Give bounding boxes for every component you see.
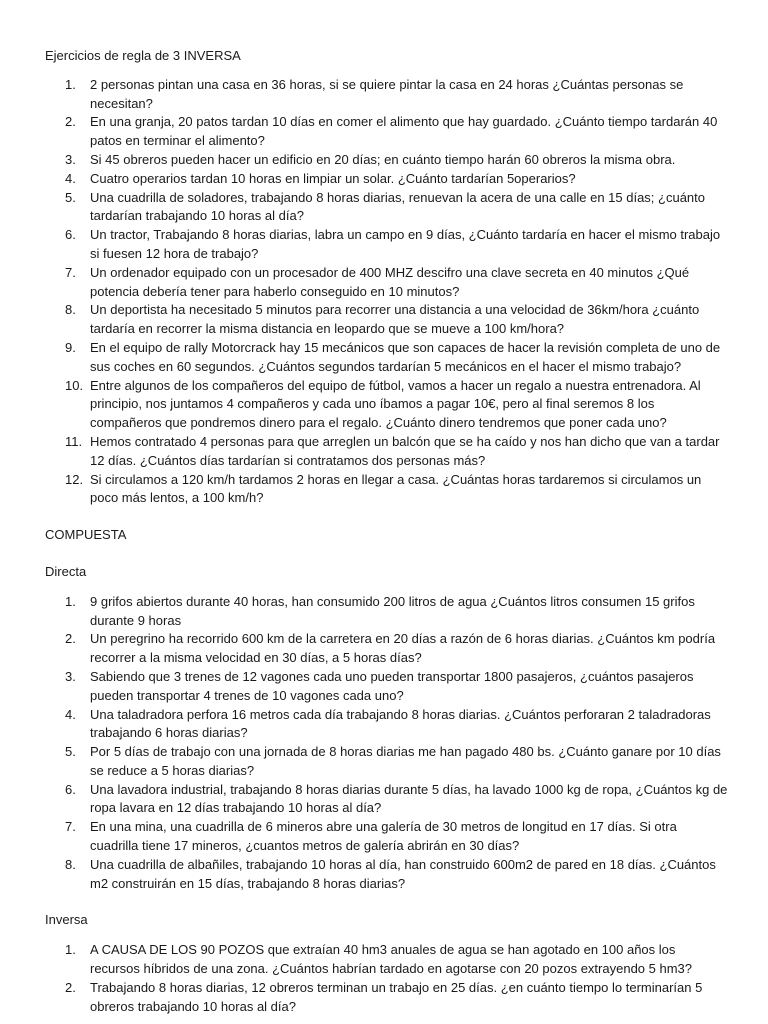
exercise-number: 5. [65,189,76,205]
exercise-item [45,377,728,433]
exercise-number: 4. [65,706,76,722]
exercise-item [45,301,728,339]
exercise-item [45,743,728,781]
exercise-number: 1. [65,76,76,92]
exercise-number: 1. [65,942,76,958]
exercise-text: Un tractor, Trabajando 8 horas diarias, labra un campo en 9 días, ¿Cuánto tardaría en hacer el mismo trabajo si fuesen 12 hora de trabajo? [90,227,721,261]
exercise-item [45,818,728,856]
directa-exercise-list [45,593,728,894]
exercise-text: Un peregrino ha recorrido 600 km de la carretera en 20 días a razón de 6 horas diarias. ¿Cuántos km podría recorrer a la misma velocidad en 30 días, a 5 horas días? [90,631,716,666]
exercise-text: Cuatro operarios tardan 10 horas en limpiar un solar. ¿Cuánto tardarían 5operarios? [90,170,576,186]
exercise-item [45,264,728,302]
exercise-text: En el equipo de rally Motorcrack hay 15 mecánicos que son capaces de hacer la revisión completa de uno de sus coches en 60 segundos. ¿Cuántos segundos tardarían 5 mecánicos en el hacer el mismo trabajo? [90,339,721,374]
exercise-text: 2 personas pintan una casa en 36 horas, si se quiere pintar la casa en 24 horas ¿Cuántas personas se necesitan? [90,76,684,111]
subsection-title-directa: Directa [45,563,87,579]
exercise-text: Sabiendo que 3 trenes de 12 vagones cada uno pueden transportar 1800 pasajeros, ¿cuántos pasajeros pueden transportar 4 trenes de 10 vagones cada uno? [90,668,694,703]
exercise-text: Por 5 días de trabajo con una jornada de 8 horas diarias me han pagado 480 bs. ¿Cuánto ganare por 10 días se reduce a 5 horas diarias? [90,744,721,778]
exercise-number: 1. [65,593,76,609]
exercise-number: 8. [65,302,76,318]
exercise-number: 3. [65,668,76,684]
exercise-number: 10. [65,377,84,393]
exercise-text: Si 45 obreros pueden hacer un edificio en 20 días; en cuánto tiempo harán 60 obreros la misma obra. [90,151,676,167]
exercise-text: A CAUSA DE LOS 90 POZOS que extraían 40 hm3 anuales de agua se han agotado en 100 años los recursos híbridos de una zona. ¿Cuántos habrían tardado en agotarse con 20 pozos extrayendo 5 hm3? [90,942,692,977]
subsection-title-inversa: Inversa [45,912,88,928]
exercise-number: 2. [65,979,76,995]
exercise-text: En una mina, una cuadrilla de 6 mineros abre una galería de 30 metros de longitud en 17 días. Si otra cuadrilla tiene 17 mineros, ¿cuantos metros de galería abrirán en 30 días? [90,819,677,854]
inversa-exercise-list [45,76,728,508]
exercise-number: 5. [65,744,76,760]
exercise-number: 4. [65,170,76,186]
compuesta-inversa-exercise-list [45,941,728,1016]
exercise-item [45,226,728,264]
exercise-number: 9. [65,339,76,355]
exercise-text: En una granja, 20 patos tardan 10 días en comer el alimento que hay guardado. ¿Cuánto tiempo tardarán 40 patos en terminar el alimento? [90,114,718,149]
exercise-item [45,433,728,471]
exercise-item [45,941,728,979]
exercise-item [45,979,728,1017]
exercise-text: Si circulamos a 120 km/h tardamos 2 horas en llegar a casa. ¿Cuántas horas tardaremos si circulamos un poco más lentos, a 100 km/h? [90,471,702,506]
exercise-number: 2. [65,114,76,130]
section-title-inversa: Ejercicios de regla de 3 INVERSA [45,48,241,63]
exercise-item [45,781,728,819]
exercise-item [45,668,728,706]
exercise-text: Un ordenador equipado con un procesador de 400 MHZ descifro una clave secreta en 40 minutos ¿Qué potencia debería tener para haberlo conseguido en 10 minutos? [90,264,690,299]
exercise-item [45,706,728,744]
exercise-number: 8. [65,856,76,872]
exercise-text: Un deportista ha necesitado 5 minutos para recorrer una distancia a una velocidad de 36km/hora ¿cuánto tardaría en recorrer la misma distancia en leopardo que se mueve a 100 km/hora? [90,302,700,337]
exercise-item [45,593,728,631]
exercise-item [45,856,728,894]
exercise-text: Trabajando 8 horas diarias, 12 obreros terminan un trabajo en 25 días. ¿en cuánto tiempo lo terminarían 5 obreros trabajando 10 horas al día? [90,979,703,1014]
exercise-item [45,630,728,668]
exercise-number: 11. [65,433,83,449]
exercise-number: 3. [65,151,76,167]
exercise-item [45,170,728,189]
exercise-item [45,471,728,509]
exercise-item [45,113,728,151]
exercise-number: 6. [65,227,76,243]
exercise-text: Una taladradora perfora 16 metros cada día trabajando 8 horas diarias. ¿Cuántos perforaran 2 taladradoras trabajando 6 horas diarias? [90,706,711,741]
exercise-number: 12. [65,471,84,487]
exercise-item [45,151,728,170]
exercise-item [45,76,728,114]
exercise-text: 9 grifos abiertos durante 40 horas, han consumido 200 litros de agua ¿Cuántos litros consumen 15 grifos durante 9 horas [90,593,695,628]
exercise-number: 2. [65,631,76,647]
exercise-text: Una lavadora industrial, trabajando 8 horas diarias durante 5 días, ha lavado 1000 kg de ropa, ¿Cuántos kg de ropa lavara en 12 días trabajando 10 horas al día? [90,781,728,816]
exercise-item [45,339,728,377]
exercise-number: 6. [65,781,76,797]
exercise-text: Hemos contratado 4 personas para que arreglen un balcón que se ha caído y nos han dicho que van a tardar 12 días. ¿Cuántos días tardarían si contratamos dos personas más? [90,433,720,468]
exercise-text: Entre algunos de los compañeros del equipo de fútbol, vamos a hacer un regalo a nuestra entrenadora. Al principio, nos juntamos 4 compañeros y cada uno íbamos a pagar 10€, pero al final seremos 8 los compañeros que pondremos dinero para el regalo. ¿Cuánto dinero tendremos que poner cada uno? [90,377,701,431]
exercise-number: 7. [65,264,76,280]
exercise-text: Una cuadrilla de soladores, trabajando 8 horas diarias, renuevan la acera de una calle en 15 días; ¿cuánto tardarían trabajando 10 horas al día? [90,189,706,224]
exercise-item [45,189,728,227]
section-title-compuesta: COMPUESTA [45,527,127,543]
exercise-number: 7. [65,819,76,835]
exercise-text: Una cuadrilla de albañiles, trabajando 10 horas al día, han construido 600m2 de pared en 18 días. ¿Cuántos m2 construirán en 15 días, trabajando 8 horas diarias? [90,856,716,891]
